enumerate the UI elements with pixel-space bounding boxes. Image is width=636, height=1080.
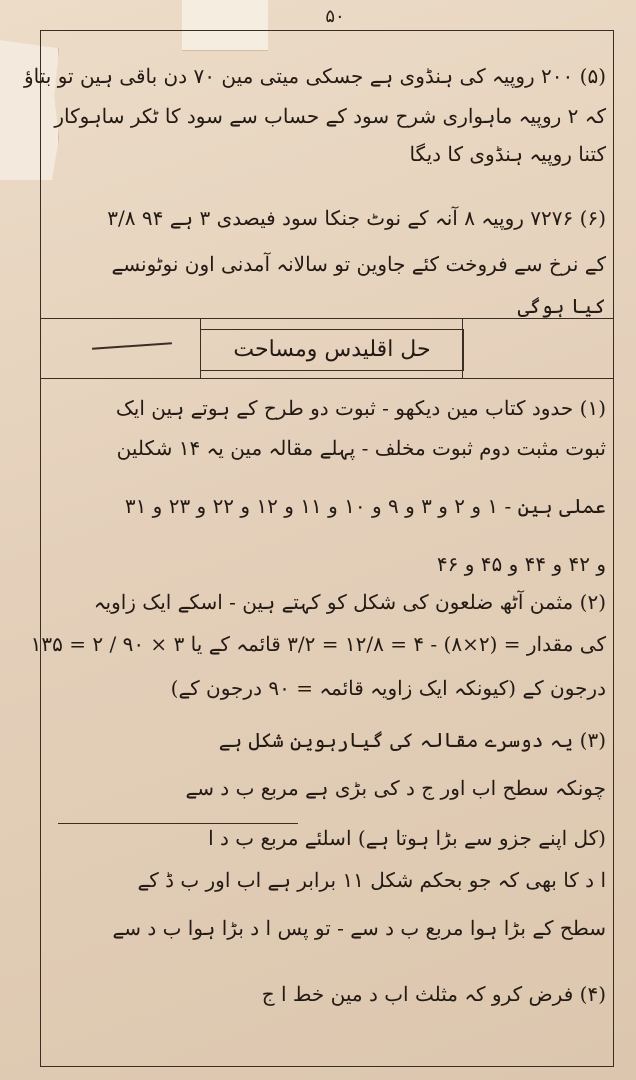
answer-1-line-2: ثبوت مثبت دوم ثبوت مخلف - پہلے مقالہ مین یہ ۱۴ شکلین	[116, 436, 606, 460]
answer-1-line-1: (۱) حدود کتاب مین دیکھو - ثبوت دو طرح کے ہوتے ہین ایک	[115, 396, 606, 420]
question-5-line-2: کہ ۲ روپیہ ماہواری شرح سود کے حساب سے سود کا ٹکر ساہوکار	[54, 104, 606, 128]
answer-3-line-1: (۳) یہ دوسرے مقالہ کی گیارہوین شکل ہے	[218, 728, 606, 752]
question-5-line-1: (۵) ۲۰۰ روپیہ کی ہنڈوی ہے جسکی میتی مین ۷۰ دن باقی ہین تو بتاؤ	[23, 64, 606, 88]
page-number: ۵۰	[325, 6, 345, 27]
question-5-line-3: کتنا روپیہ ہنڈوی کا دیگا	[409, 142, 606, 166]
question-6-line-2: کے نرخ سے فروخت کئے جاوین تو سالانہ آمدنی اون نوٹونسے	[111, 252, 606, 276]
answer-2-line-1: (۲) مثمن آٹھ ضلعون کی شکل کو کہتے ہین - اسکے ایک زاویہ	[93, 590, 606, 614]
answer-1-line-4: و ۴۲ و ۴۴ و ۴۵ و ۴۶	[436, 552, 606, 576]
section-rule-top	[40, 318, 614, 319]
answer-1-line-3: عملی ہین - ۱ و ۲ و ۳ و ۹ و ۱۰ و ۱۱ و ۱۲ و ۲۲ و ۲۳ و ۳۱	[124, 494, 606, 518]
answer-3-line-3: (کل اپنے جزو سے بڑا ہوتا ہے) اسلئے مربع ب د ا	[208, 826, 606, 850]
answer-3-line-4: ا د کا بھی کہ جو بحکم شکل ۱۱ برابر ہے اب اور ب ڈ کے	[137, 868, 606, 892]
answer-3-line-5: سطح کے بڑا ہوا مربع ب د سے - تو پس ا د بڑا ہوا ب د سے	[112, 916, 606, 940]
overline-segment	[58, 823, 298, 824]
answer-2-line-3: درجون کے (کیونکہ ایک زاویہ قائمہ = ۹۰ درجون کے)	[170, 676, 606, 700]
question-6-line-3: کیا ہوگی	[517, 294, 606, 318]
section-title: حل اقلیدس ومساحت	[200, 329, 464, 371]
answer-4-line-1: (۴) فرض کرو کہ مثلث اب د مین خط ا ج	[261, 982, 606, 1006]
page-border	[23, 30, 614, 1067]
question-6-line-1: (۶) ۷۲۷۶ روپیہ ۸ آنہ کے نوٹ جنکا سود فیصدی ۳ ہے ۹۴ ۳/۸	[107, 206, 606, 230]
section-rule-bottom	[40, 378, 614, 379]
answer-3-line-2: چونکہ سطح اب اور ج د کی بڑی ہے مربع ب د سے	[185, 776, 606, 800]
answer-2-line-2: کی مقدار = (۲×۸) - ۴ = ۱۲/۸ = ۳/۲ قائمہ کے یا ۳ × ۹۰ / ۲ = ۱۳۵	[30, 632, 606, 656]
